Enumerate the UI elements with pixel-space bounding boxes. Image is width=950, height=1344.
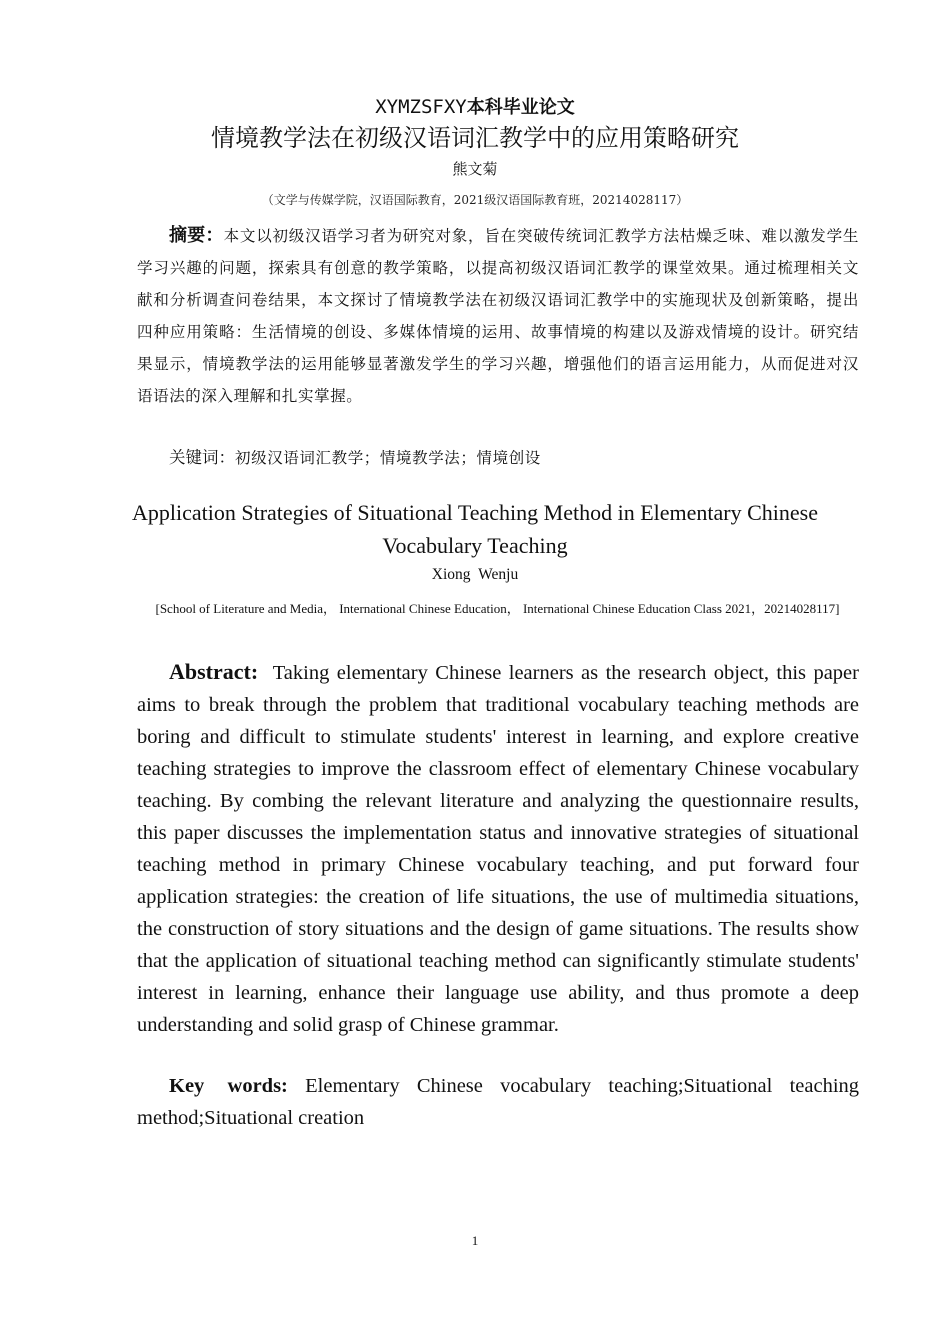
chinese-author: 熊文菊 — [452, 160, 498, 178]
thesis-type-label: 本科毕业论文 — [466, 97, 575, 118]
chinese-keywords-label: 关键词： — [169, 448, 235, 467]
chinese-title: 情境教学法在初级汉语词汇教学中的应用策略研究 — [211, 124, 739, 152]
english-affiliation: [School of Literature and Media， International Chinese Education， International Chinese Education Class 2021，20214028117] — [155, 601, 840, 616]
page-number: 1 — [471, 1233, 479, 1248]
chinese-abstract-label: 摘要： — [169, 225, 224, 246]
english-abstract-label: Abstract: — [169, 659, 259, 684]
chinese-keywords-text: 初级汉语词汇教学；情境教学法；情境创设 — [235, 449, 541, 467]
english-abstract-text: Taking elementary Chinese learners as the research object, this paper aims to break through the problem that traditional vocabulary teaching methods are boring and difficult to stimulate students' interest in learning, and explore creative teaching strategies to improve the classroom effect of elementary Chinese vocabulary teaching. By combing the relevant literature and analyzing the questionnaire results, this paper discusses the implementation status and innovative strategies of situational teaching method in primary Chinese vocabulary teaching, and put forward four application strategies: the creation of life situations, the use of multimedia situations, the construction of story situations and the design of game situations. The results show that the application of situational teaching method can significantly stimulate students' interest in learning, enhance their language use ability, and thus promote a deep understanding and solid grasp of Chinese grammar. — [137, 662, 859, 1036]
chinese-keywords — [137, 442, 859, 474]
school-code: XYMZSFXY — [375, 96, 467, 118]
english-keywords — [137, 1070, 859, 1134]
chinese-abstract-text: 本文以初级汉语学习者为研究对象，旨在突破传统词汇教学方法枯燥乏味、难以激发学生学习兴趣的问题，探索具有创意的教学策略，以提高初级汉语词汇教学的课堂效果。通过梳理相关文献和分析调查问卷结果，本文探讨了情境教学法在初级汉语词汇教学中的实施现状及创新策略，提出四种应用策略：生活情境的创设、多媒体情境的运用、故事情境的构建以及游戏情境的设计。研究结果显示，情境教学法的运用能够显著激发学生的学习兴趣，增强他们的语言运用能力，从而促进对汉语语法的深入理解和扎实掌握。 — [137, 227, 859, 405]
english-author: Xiong Wenju — [431, 566, 519, 583]
english-keywords-text: Elementary Chinese vocabulary teaching;Situational teaching method;Situational creation — [137, 1075, 860, 1129]
chinese-abstract — [137, 220, 859, 412]
document-header — [0, 94, 950, 121]
english-abstract — [137, 656, 859, 1041]
chinese-affiliation: （文学与传媒学院，汉语国际教育，2021级汉语国际教育班，20214028117） — [261, 193, 689, 207]
english-title: Application Strategies of Situational Teaching Method in Elementary Chinese Vocabulary Teaching — [131, 500, 818, 558]
english-keywords-label: Key words: — [169, 1075, 288, 1097]
